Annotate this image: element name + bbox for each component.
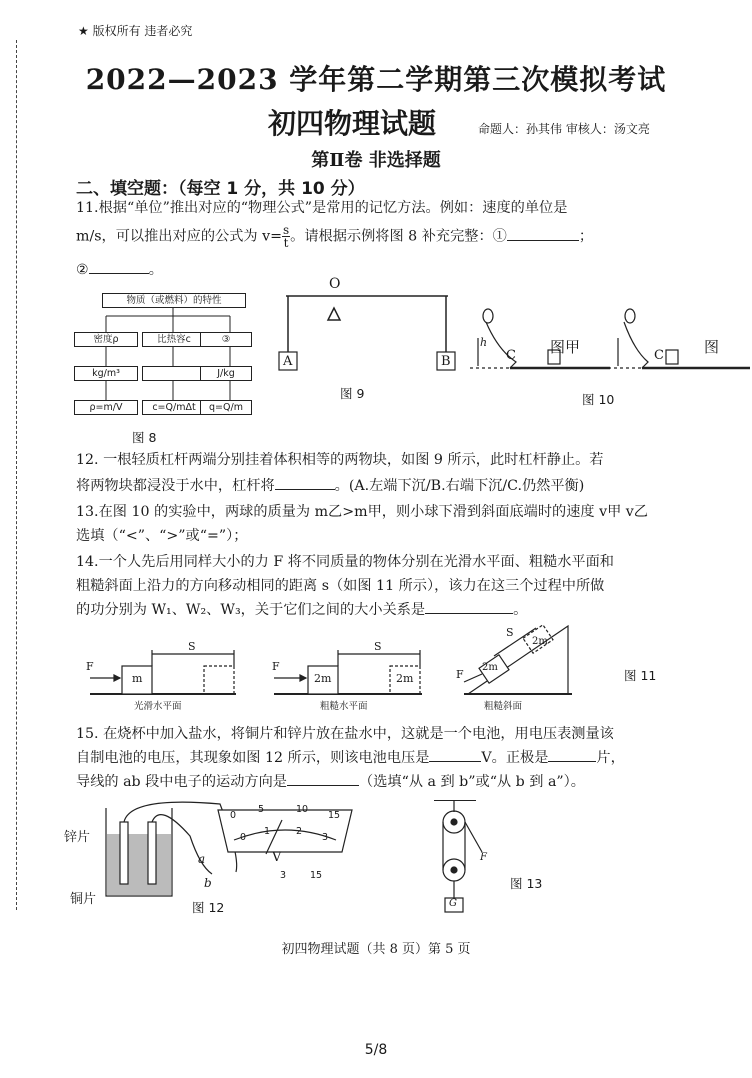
fig8-formula-heat-value: q=Q/m — [200, 400, 252, 415]
force-label-2: F — [272, 660, 280, 673]
force-label-1: F — [86, 660, 94, 673]
answer-blank-direction[interactable] — [287, 771, 359, 786]
distance-label-3: S — [506, 626, 514, 639]
fig8-unit-density: kg/m³ — [74, 366, 138, 381]
mass-label-3b: 2m — [532, 636, 548, 647]
q11-text-b: 。请根据示例将图 8 补充完整：① — [290, 228, 507, 245]
fig10-yi-label: 图 — [704, 338, 720, 356]
answer-blank-q12[interactable] — [275, 475, 335, 490]
q11-text-c: ； — [578, 228, 594, 245]
fig8-unit-specific-heat — [142, 366, 206, 381]
exam-authors: 命题人：孙其伟 审核人：汤文亮 — [478, 122, 650, 136]
figure-13-caption: 图 13 — [510, 876, 543, 891]
exam-title: 2022—2023 学年第二学期第三次模拟考试 — [85, 63, 667, 96]
block-b-label: B — [441, 354, 451, 369]
pulley-diagram — [420, 800, 500, 918]
scale-bottom-2: 2 — [296, 826, 303, 837]
question-13-line2: 选填（“<”、“>”或“=”）； — [76, 528, 248, 544]
figure-11 — [86, 620, 686, 720]
block-c-label: C — [506, 348, 516, 363]
zinc-label: 锌片 — [64, 830, 91, 845]
scale-top-10: 10 — [296, 804, 309, 815]
block-c-label-2: C — [654, 348, 664, 363]
q12-text-b: 。(A.左端下沉/B.右端下沉/C.仍然平衡) — [334, 478, 585, 494]
question-13-line1: 13.在图 10 的实验中，两球的质量为 m乙>m甲，则小球下滑到斜面底端时的速度 v甲 v乙 — [76, 504, 648, 520]
copper-label: 铜片 — [70, 892, 97, 907]
question-15-line2 — [76, 746, 676, 771]
mass-label-2: 2m — [314, 672, 332, 685]
answer-blank-q14[interactable] — [425, 599, 513, 614]
page-footer: 初四物理试题（共 8 页）第 5 页 — [281, 942, 471, 957]
scale-bottom-0: 0 — [240, 832, 247, 843]
q11-text-a: m/s，可以推出对应的公式为 v= — [76, 228, 282, 245]
scale-bottom-3: 3 — [322, 832, 329, 843]
q15-text-e: （选填“从 a 到 b”或“从 b 到 a”）。 — [359, 774, 585, 790]
answer-blank-positive[interactable] — [548, 747, 596, 762]
force-label-3: F — [456, 668, 464, 681]
fig8-root-box: 物质（或燃料）的特性 — [102, 293, 246, 308]
weight-label: G — [449, 898, 457, 909]
figure-10 — [470, 300, 752, 410]
figure-12-caption: 图 12 — [192, 900, 225, 915]
figure-10-caption: 图 10 — [582, 392, 615, 407]
exam-subject-title: 初四物理试题 — [268, 107, 437, 140]
q15-text-b: V。正极是 — [481, 750, 549, 766]
scale-top-15: 15 — [328, 810, 341, 821]
terminal-3: 3 — [280, 870, 287, 881]
question-12-line1: 12. 一根轻质杠杆两端分别挂着体积相等的两物块，如图 9 所示，此时杠杆静止。若 — [76, 452, 604, 468]
surface-label-incline: 粗糙斜面 — [484, 701, 523, 712]
mass-label-2b: 2m — [396, 672, 414, 685]
distance-label-2: S — [374, 640, 382, 653]
figure-8-caption: 图 8 — [132, 430, 157, 445]
copyright-notice: ★ 版权所有 违者必究 — [78, 24, 193, 38]
q14-text-b: 。 — [513, 602, 528, 618]
part-heading: 第Ⅱ卷 非选择题 — [311, 150, 441, 171]
lever-diagram — [276, 276, 466, 386]
fig8-blank-box-3: ③ — [200, 332, 252, 347]
wire-point-b: b — [204, 876, 212, 890]
page-number: 5/8 — [364, 1042, 388, 1058]
scale-top-5: 5 — [258, 804, 265, 815]
mass-label-1: m — [132, 672, 143, 685]
q12-text-a: 将两物块都浸没于水中，杠杆将 — [76, 478, 275, 494]
terminal-15: 15 — [310, 870, 323, 881]
q15-text-a: 自制电池的电压，其现象如图 12 所示，则该电池电压是 — [76, 750, 430, 766]
fig8-formula-specific-heat: c=Q/mΔt — [142, 400, 206, 415]
q14-text-a: 的功分别为 W₁、W₂、W₃，关于它们之间的大小关系是 — [76, 602, 426, 618]
question-14-line1: 14.一个人先后用同样大小的力 F 将不同质量的物体分别在光滑水平面、粗糙水平面和 — [76, 554, 614, 570]
speed-fraction — [282, 224, 290, 249]
question-15-line1: 15. 在烧杯中加入盐水，将铜片和锌片放在盐水中，这就是一个电池，用电压表测量该 — [76, 726, 614, 742]
answer-blank-voltage[interactable] — [429, 747, 481, 762]
frac-denominator: t — [283, 236, 289, 250]
figure-11-caption: 图 11 — [624, 668, 657, 683]
surface-label-smooth: 光滑水平面 — [134, 701, 182, 712]
section-heading: 二、填空题：（每空 1 分，共 10 分） — [76, 179, 365, 199]
figure-9-caption: 图 9 — [340, 386, 365, 401]
height-label: h — [480, 336, 488, 349]
surface-label-rough: 粗糙水平面 — [320, 701, 368, 712]
question-11-line2 — [76, 224, 676, 250]
fig10-jia-label: 图甲 — [550, 338, 581, 356]
q15-text-d: 导线的 ab 段中电子的运动方向是 — [76, 774, 287, 790]
frac-numerator: s — [283, 223, 290, 237]
distance-label-1: S — [188, 640, 196, 653]
answer-blank-2[interactable] — [89, 259, 149, 274]
figure-13 — [420, 800, 570, 920]
question-15-line3 — [76, 770, 676, 795]
scale-bottom-1: 1 — [264, 826, 271, 837]
mass-label-3: 2m — [482, 662, 498, 673]
figure-8 — [70, 288, 255, 448]
figure-9 — [276, 276, 466, 406]
q15-text-c: 片， — [596, 750, 625, 766]
work-diagram — [86, 620, 686, 708]
wire-point-a: a — [198, 852, 206, 866]
answer-blank-1[interactable] — [507, 226, 579, 241]
voltmeter-symbol: V — [272, 850, 282, 865]
figure-12 — [60, 796, 360, 926]
question-11-line1: 11.根据“单位”推出对应的“物理公式”是常用的记忆方法。例如：速度的单位是 — [76, 200, 568, 216]
block-a-label: A — [283, 354, 293, 369]
fulcrum-label: O — [329, 276, 341, 292]
scale-top-0: 0 — [230, 810, 237, 821]
q11-blank2-marker: ② — [76, 262, 89, 278]
fig8-specific-heat-box: 比热容c — [142, 332, 206, 347]
q11-text-end: 。 — [148, 262, 163, 278]
question-14-line2: 粗糙斜面上沿力的方向移动相同的距离 s（如图 11 所示），该力在这三个过程中所做 — [76, 578, 605, 594]
fig8-formula-density: ρ=m/V — [74, 400, 138, 415]
fig8-density-box: 密度ρ — [74, 332, 138, 347]
question-12-line2 — [76, 474, 676, 499]
pulley-force-label: F — [480, 852, 487, 863]
fig8-unit-heat-value: J/kg — [200, 366, 252, 381]
